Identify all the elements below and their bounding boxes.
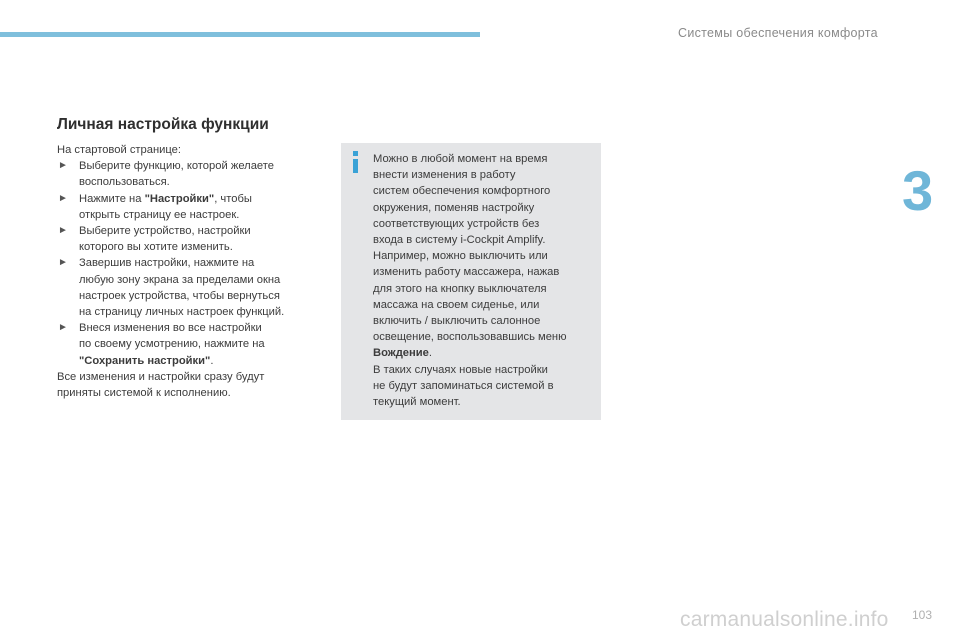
step-4: ► Завершив настройки, нажмите на любую зону экрана за пределами окна настроек устройства, чтобы вернуться на страницу личных настроек функций.: [58, 257, 285, 319]
page-number: 103: [912, 608, 933, 622]
step-2: ► Нажмите на "Настройки", чтобы открыть страницу ее настроек.: [58, 192, 252, 221]
bullet-icon: ►: [58, 257, 68, 269]
driving-menu-term: Вождение: [373, 347, 429, 360]
bullet-icon: ►: [58, 160, 68, 172]
step-3: ► Выберите устройство, настройки которого вы хотите изменить.: [58, 225, 251, 254]
watermark: carmanualsonline.info: [680, 608, 889, 631]
info-icon: [351, 151, 361, 175]
bullet-icon: ►: [58, 322, 68, 334]
info-box: [341, 143, 601, 420]
info-text: Можно в любой момент на время внести изменения в работу систем обеспечения комфортного окружения, поменяв настройку соответствующих устройств без входа в систему i-Cockpit Amplify. Например, можно выключить или изменить работу массажера, нажав для этого на кнопку выключателя массажа на своем сиденье, или включить / выключить салонное освещение, воспользовавшись меню Вождение. В таких случаях новые настройки не будут запоминаться системой в текущий момент.: [373, 153, 567, 409]
step-1: ► Выберите функцию, которой желаете воспользоваться.: [58, 160, 274, 189]
running-header: Системы обеспечения комфорта: [678, 26, 878, 40]
bullet-icon: ►: [58, 192, 68, 204]
settings-term: "Настройки": [144, 192, 215, 205]
instructions-column: [57, 142, 322, 401]
outro-line-1: Все изменения и настройки сразу будут: [57, 370, 265, 383]
bullet-icon: ►: [58, 225, 68, 237]
outro-line-2: приняты системой к исполнению.: [57, 387, 231, 400]
chapter-number: 3: [902, 159, 934, 222]
header-accent-bar: [0, 32, 480, 37]
section-title: Личная настройка функции: [57, 116, 269, 133]
intro-text: На стартовой странице:: [57, 144, 182, 156]
step-5: ► Внеся изменения во все настройки по своему усмотрению, нажмите на "Сохранить настройки".: [58, 322, 265, 367]
save-settings-term: "Сохранить настройки": [79, 354, 211, 367]
